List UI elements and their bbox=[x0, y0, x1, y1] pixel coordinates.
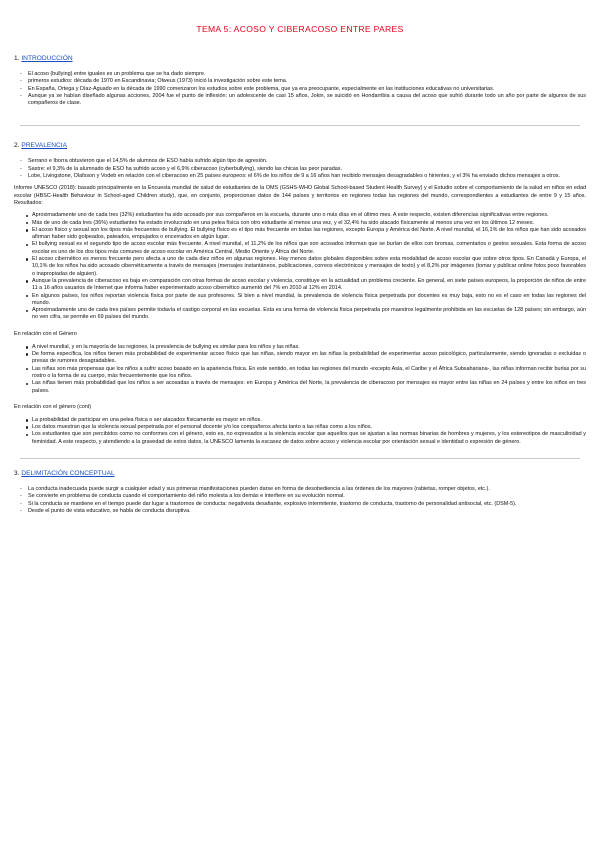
section-heading-delimitacion bbox=[14, 470, 586, 477]
section-link-introduccion[interactable]: INTRODUCCIÓN bbox=[21, 55, 73, 62]
intro-list bbox=[14, 71, 586, 107]
section-heading-introduccion bbox=[14, 55, 586, 62]
list-item: - El acoso (bullying) entre iguales es un problema que se ha dado siempre. bbox=[28, 71, 586, 78]
section-link-prevalencia[interactable]: PREVALENCIA bbox=[21, 142, 68, 150]
list-item: - En España, Ortega y Díaz-Aguado en la década de 1990 comenzaron los estudios sobre este problema, que ya era preocupante, especialmente en las instituciones educativas no universitarias. bbox=[28, 86, 586, 93]
list-item: - primeros estudios: década de 1970 en Escandinavia; Olweus (1973) inició la investigación sobre este tema. bbox=[28, 78, 586, 85]
list-item: Aproximadamente uno de cada tres (32%) estudiantes ha sido acosado por sus compañeros en la escuela, durante uno o más días en el último mes. A este respecto, existen diferencias significativas entre regiones. bbox=[32, 212, 586, 219]
unesco-results-list bbox=[14, 212, 586, 321]
section-heading-prevalencia bbox=[14, 142, 586, 149]
list-item: - Si la conducta se mantiene en el tiempo puede dar lugar a trastornos de conducta: negativista desafiante, explosivo intermitente, trastorno de conducta, trastorno de personalidad antisocial, etc. (DSM-5). bbox=[28, 501, 586, 508]
list-item: El acoso cibernético es menos frecuente pero afecta a uno de cada diez niños en algunas regiones. Hay menos datos globales disponibles sobre esta modalidad de acoso escolar que sobre otros tipos. En Canadá y Europa, el 10,1% de los niños ha sido acosado cibernéticamente a través de mensajes (mensajes instantáneos, publicaciones, correos electrónicos y mensajes de texto) y el 8,2% por imágenes (tomar y publicar online fotos poco favorables o inapropiadas de alguien). bbox=[32, 256, 586, 277]
list-item: Las niñas son más propensas que los niños a sufrir acoso basado en la apariencia física. En este sentido, en todas las regiones del mundo -excepto Asia, el Caribe y el África Subsahariana-, las niñas informan recibir burlas por su rostro o la forma de su cuerpo, más frecuentemente que los niños. bbox=[32, 365, 586, 379]
section-divider bbox=[20, 125, 580, 126]
gender-list bbox=[14, 344, 586, 395]
list-item: - Desde el punto de vista educativo, se habla de conducta disruptiva. bbox=[28, 508, 586, 515]
list-item: Aunque la prevalencia de ciberacoso es baja en comparación con otras formas de acoso escolar y violencia, constituye en la actualidad un problema creciente. En general, en siete países europeos, la proporción de niños de entre 11 a 16 años usuarios de Internet que informa haber experimentado acoso cibernético aumentó del 7% en 2010 al 12% en 2014. bbox=[32, 277, 586, 292]
list-item: Los estudiantes que son percibidos como no conformes con el género, esto es, no expresados a la violencia escolar que aquellos que se ajustan a las normas binarias de hombres y mujeres, y los estereotipos de masculinidad y feminidad. A este respecto, y atendiendo a la gravedad de estos datos, la UNESCO lamenta la escasez de datos sobre acoso y violencia escolar por orientación sexual e identidad o expresión de género. bbox=[32, 431, 586, 445]
list-item: - Aunque ya se habían diseñado algunas acciones, 2004 fue el punto de inflexión: un adolescente de casi 15 años, Jokin, se suicidó en Hondarribia a causa del acoso que sufrió durante todo un año por parte de algunos de sus compañeros de clase. bbox=[28, 93, 586, 108]
list-item: De forma específica, los niños tienen más probabilidad de experimentar acoso físico que las niñas, siendo mayor en las niñas la probabilidad de experimentar acoso psicológico, particularmente, siendo ignoradas o excluidas o presas de rumores desagradables. bbox=[32, 351, 586, 365]
list-item: Las niñas tienen más probabilidad que los niños a ser acosadas a través de mensajes: en Europa y América del Norte, la prevalencia de ciberacoso por mensajes es mayor entre las niñas en 24 países y entre los niños en tres países. bbox=[32, 380, 586, 394]
list-item: En algunos países, los niños reportan violencia física por parte de sus profesores. Si bien a nivel mundial, la prevalencia de violencia física perpetrada por docentes es muy baja, esto no es el caso en todas las regiones del mundo. bbox=[32, 292, 586, 306]
list-item: Más de uno de cada tres (36%) estudiantes ha estado involucrado en una pelea física con otro estudiante al menos una vez, y el 32,4% ha sido atacado físicamente al menos una vez en los últimos 12 meses. bbox=[32, 220, 586, 227]
list-item: Los datos muestran que la violencia sexual perpetrada por el personal docente y/o los compañeros afecta tanto a las niñas como a los niños. bbox=[32, 424, 586, 431]
section-number: 2. bbox=[14, 142, 20, 150]
list-item: A nivel mundial, y en la mayoría de las regiones, la prevalencia de bullying es similar para los niños y las niñas. bbox=[32, 344, 586, 351]
list-item: La probabilidad de participar en una pelea física o ser atacados físicamente es mayor en niños. bbox=[32, 417, 586, 424]
list-item: El bullying sexual es el segundo tipo de acoso escolar más frecuente. A nivel mundial, el 11,2% de los niños que son acosados informan que se burlan de ellos con bromas, comentarios o gestos sexuales. Esta forma de acoso escolar es uno de los dos tipos más comunes de acoso escolar en América Central, Medio Oriente y África del Norte. bbox=[32, 241, 586, 255]
delimitation-list bbox=[14, 486, 586, 515]
list-item: - Se convierte en problema de conducta cuando el comportamiento del niño molesta a los demás e interfiere en su evolución normal. bbox=[28, 493, 586, 500]
list-item: - Lobe, Livingstone, Olafsson y Vodeb en relación con el ciberacoso en 25 países europeos: el 6% de los niños de 9 a 16 años han recibido mensajes desagradables o hirientes, y el 3% ha enviado dichos mensajes a otros. bbox=[28, 173, 586, 180]
prevalence-list bbox=[14, 158, 586, 180]
unesco-paragraph: Informe UNESCO (2018): basado principalmente en la Encuesta mundial de salud de estudiantes de la OMS (GSHS-WHO Global School-based Student Health Survey) y el Estudio sobre el comportamiento de la salud en niños en edad escolar (HBSC-Health Behaviour in School-aged Children study), que, en conjunto, proporcionan datos de 144 países y territorios en regiones todas las regiones del mundo, correspondientes a estudiantes de entre 9 y 15 años. Resultados: bbox=[14, 185, 586, 206]
list-item: - Serrano e Iborra obtuvieron que el 14,5% de alumnos de ESO había sufrido algún tipo de agresión. bbox=[28, 158, 586, 165]
list-item: El acoso físico y sexual son los tipos más frecuentes de bullying. El bullying físico es el tipo más frecuente en todas las regiones, excepto Europa y América del Norte. A nivel mundial, el 16,1% de los niños que han sido acosados afirman haber sido golpeados, pateados, empujados o encerrados en algún lugar. bbox=[32, 226, 586, 241]
gender-subheading-cont: En relación con el género (cont) bbox=[14, 403, 92, 410]
list-item: - La conducta inadecuada puede surgir a cualquier edad y sus primeras manifestaciones pueden darse en forma de desobediencia a las órdenes de los mayores (rabietas, romper objetos, etc.). bbox=[28, 486, 586, 493]
section-divider bbox=[20, 458, 580, 459]
section-number: 3. bbox=[14, 469, 20, 477]
page-title: TEMA 5: ACOSO Y CIBERACOSO ENTRE PARES bbox=[196, 24, 404, 34]
list-item: - Sastre: el 9,3% de la alumnado de ESO ha sufrido acoso y el 6,9% ciberacoso (cyberbullying), siendo las chicas las peor paradas. bbox=[28, 166, 586, 173]
section-number: 1. bbox=[14, 55, 20, 62]
gender-list-cont bbox=[14, 417, 586, 446]
list-item: Aproximadamente uno de cada tres países permite todavía el castigo corporal en las escuelas. Esta es una forma de violencia física perpetrada por maestros legalmente prohibida en las escuelas de 128 países; sin embargo, aún no ven cifra, se permite en 69 países del mundo. bbox=[32, 307, 586, 321]
section-link-delimitacion[interactable]: DELIMITACIÓN CONCEPTUAL bbox=[21, 469, 115, 477]
gender-subheading: En relación con el Género bbox=[14, 330, 77, 337]
